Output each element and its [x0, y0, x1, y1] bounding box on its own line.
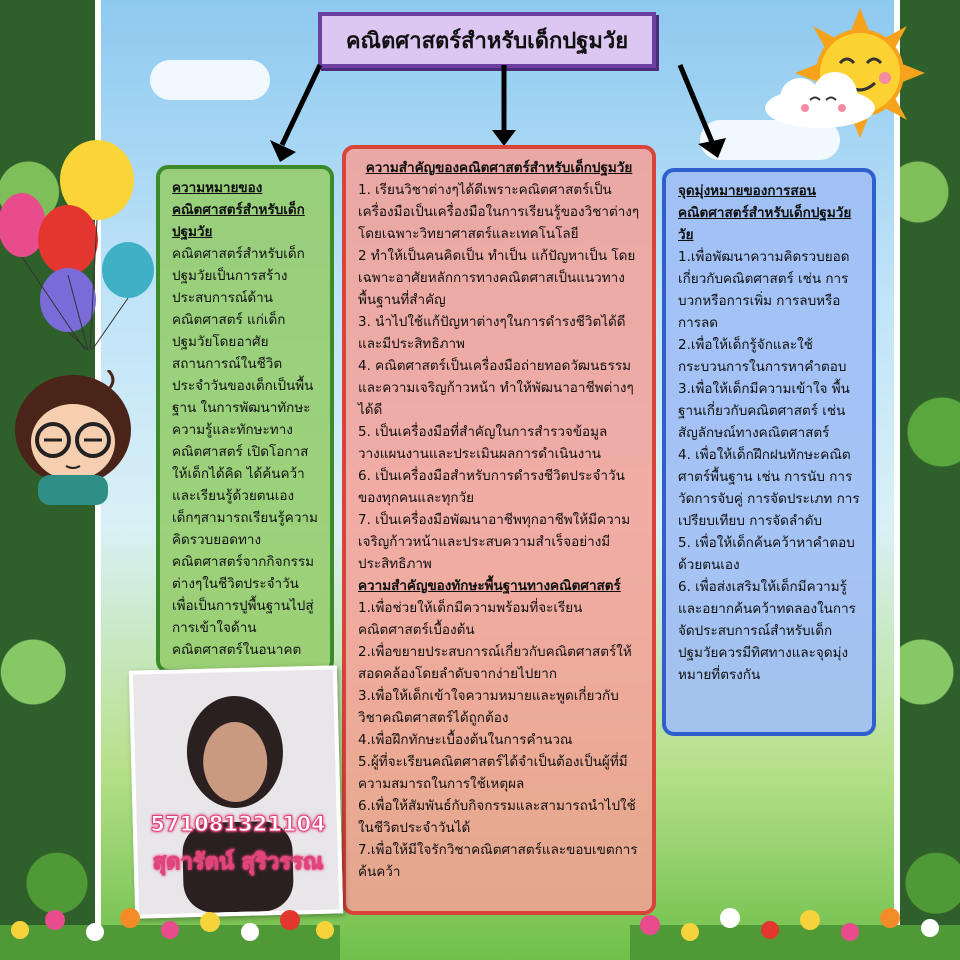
importance-box: [342, 145, 656, 915]
importance-item: 3. นำไปใช้แก้ปัญหาต่างๆในการดำรงชีวิตได้ดีและมีประสิทธิภาพ: [358, 314, 626, 352]
objectives-box: [662, 168, 876, 736]
skills-heading: ความสำคัญของทักษะพื้นฐานทางคณิตศาสตร์: [358, 578, 621, 594]
importance-item: 2 ทำให้เป็นคนคิดเป็น ทำเป็น แก้ปัญหาเป็น โดยเฉพาะอาศัยหลักการทางคณิตศาสเป็นแนวทางพื้นฐานที่สำคัญ: [358, 248, 636, 308]
skill-item: 5.ผู้ที่จะเรียนคณิตศาสตร์ได้จำเป็นต้องเป็นผู้ที่มีความสมารถในการใช้เหตุผล: [358, 754, 628, 792]
smiling-cloud-icon: [760, 70, 880, 130]
meaning-box: [156, 165, 334, 673]
skill-item: 7.เพื่อให้มีใจรักวิชาคณิตศาสตร์และขอบเขตการค้นคว้า: [358, 842, 638, 880]
objective-item: 3.เพื่อให้เด็กมีความเข้าใจ พื้นฐานเกี่ยวกับคณิตศาสตร์ เช่น สัญลักษณ์ทางคณิตศาสตร์: [678, 381, 850, 441]
importance-item: 4. คณิตศาสตร์เป็นเครื่องมือถ่ายทอดวัฒนธรรมและความเจริญก้าวหน้า ทำให้พัฒนาอาชีพต่างๆได้ดี: [358, 358, 634, 418]
objective-item: 1.เพื่อพัฒนาความคิดรวบยอดเกี่ยวกับคณิตศาสตร์ เช่น การบวกหรือการเพิ่ม การลบหรือการลด: [678, 249, 850, 331]
clover-border-right: [900, 0, 960, 960]
objective-item: 5. เพื่อให้เด็กค้นคว้าหาคำตอบด้วยตนเอง: [678, 535, 855, 573]
importance-item: 7. เป็นเครื่องมือพัฒนาอาชีพทุกอาชีพให้มีความเจริญก้าวหน้าและประสบความสำเร็จอย่างมีประสิทธิภาพ: [358, 512, 631, 572]
flowers-right-icon: [630, 870, 960, 960]
student-name: สุดารัตน์ สุริวรรณ: [152, 850, 324, 875]
skill-item: 6.เพื่อให้สัมพันธ์กับกิจกรรมและสามารถนำไปใช้ในชีวิตประจำวันได้: [358, 798, 636, 836]
balloons-icon: [0, 140, 160, 350]
skill-item: 4.เพื่อฝึกทักษะเบื้องต้นในการคำนวณ: [358, 732, 573, 748]
page-title: คณิตศาสตร์สำหรับเด็กปฐมวัย: [345, 28, 629, 54]
skill-item: 3.เพื่อให้เด็กเข้าใจความหมายและพูดเกี่ยวกับวิชาคณิตศาสตร์ได้ถูกต้อง: [358, 688, 619, 726]
arrow-head-right: [698, 138, 726, 158]
importance-item: 1. เรียนวิชาต่างๆได้ดีเพราะคณิตศาสตร์เป็นเครื่องมือเป็นเครื่องมือในการเรียนรู้ของวิชาต่างๆ โดยเฉพาะวิทยาศาสตร์และเทคโนโลยี: [358, 182, 640, 242]
arrow-line-right: [680, 65, 712, 142]
skill-item: 2.เพื่อขยายประสบการณ์เกี่ยวกับคณิตศาสตร์ให้สอดคล้องโดยลำดับจากง่ายไปยาก: [358, 644, 632, 682]
cloud: [150, 60, 270, 100]
objective-item: 4. เพื่อให้เด็กฝึกฝนทักษะคณิตศาตร์พื้นฐาน เช่น การนับ การวัดการจับคู่ การจัดประเภท การเปรียบเทียบ การจัดลำดับ: [678, 447, 860, 529]
flowers-left-icon: [0, 870, 340, 960]
meaning-heading: ความหมายของคณิตศาสตร์สำหรับเด็กปฐมวัย: [172, 180, 305, 240]
skill-item: 1.เพื่อช่วยให้เด็กมีความพร้อมที่จะเรียนคณิตศาสตร์เบื้องต้น: [358, 600, 583, 638]
arrow-head-middle: [492, 130, 516, 146]
cartoon-girl-icon: [8, 370, 138, 505]
importance-item: 6. เป็นเครื่องมือสำหรับการดำรงชีวิตประจำวันของทุกคนและทุกวัย: [358, 468, 625, 506]
objective-item: 2.เพื่อให้เด็กรู้จักและใช้กระบวนการในการหาคำตอบ: [678, 337, 847, 375]
importance-heading: ความสำคัญของคณิตศาสตร์สำหรับเด็กปฐมวัย: [365, 160, 633, 176]
objectives-heading: จุดมุ่งหมายของการสอนคณิตศาสตร์สำหรับเด็กปฐมวัยวัย: [678, 183, 852, 243]
student-id: 571081321104: [150, 812, 326, 836]
arrow-line-left: [282, 65, 320, 145]
importance-item: 5. เป็นเครื่องมือที่สำคัญในการสำรวจข้อมูล วางแผนงานและประเมินผลการดำเนินงาน: [358, 424, 608, 462]
objective-item: 6. เพื่อส่งเสริมให้เด็กมีความรู้และอยากค้นคว้าทดลองในการจัดประสบการณ์สำหรับเด็กปฐมวัยควรมีทิศทางและจุดมุ่งหมายที่ตรงกัน: [678, 579, 856, 683]
meaning-text: คณิตศาสตร์สำหรับเด็กปฐมวัยเป็นการสร้างประสบการณ์ด้านคณิตศาสตร์ แก่เด็กปฐมวัยโดยอาศัยสถานการณ์ในชีวิตประจำวันของเด็กเป็นพื้นฐาน ในการพัฒนาทักษะความรู้และทักษะทางคณิตศาสตร์ เปิดโอกาสให้เด็กได้คิด ได้ค้นคว้าและเรียนรู้ด้วยตนเอง เด็กๆสามารถเรียนรู้ความคิดรวบยอดทางคณิตศาสตร์จากกิจกรรมต่างๆในชีวิตประจำวันเพื่อเป็นการปูพื้นฐานไปสู่การเข้าใจด้าน คณิตศาสตร์ในอนาคต: [172, 246, 318, 658]
